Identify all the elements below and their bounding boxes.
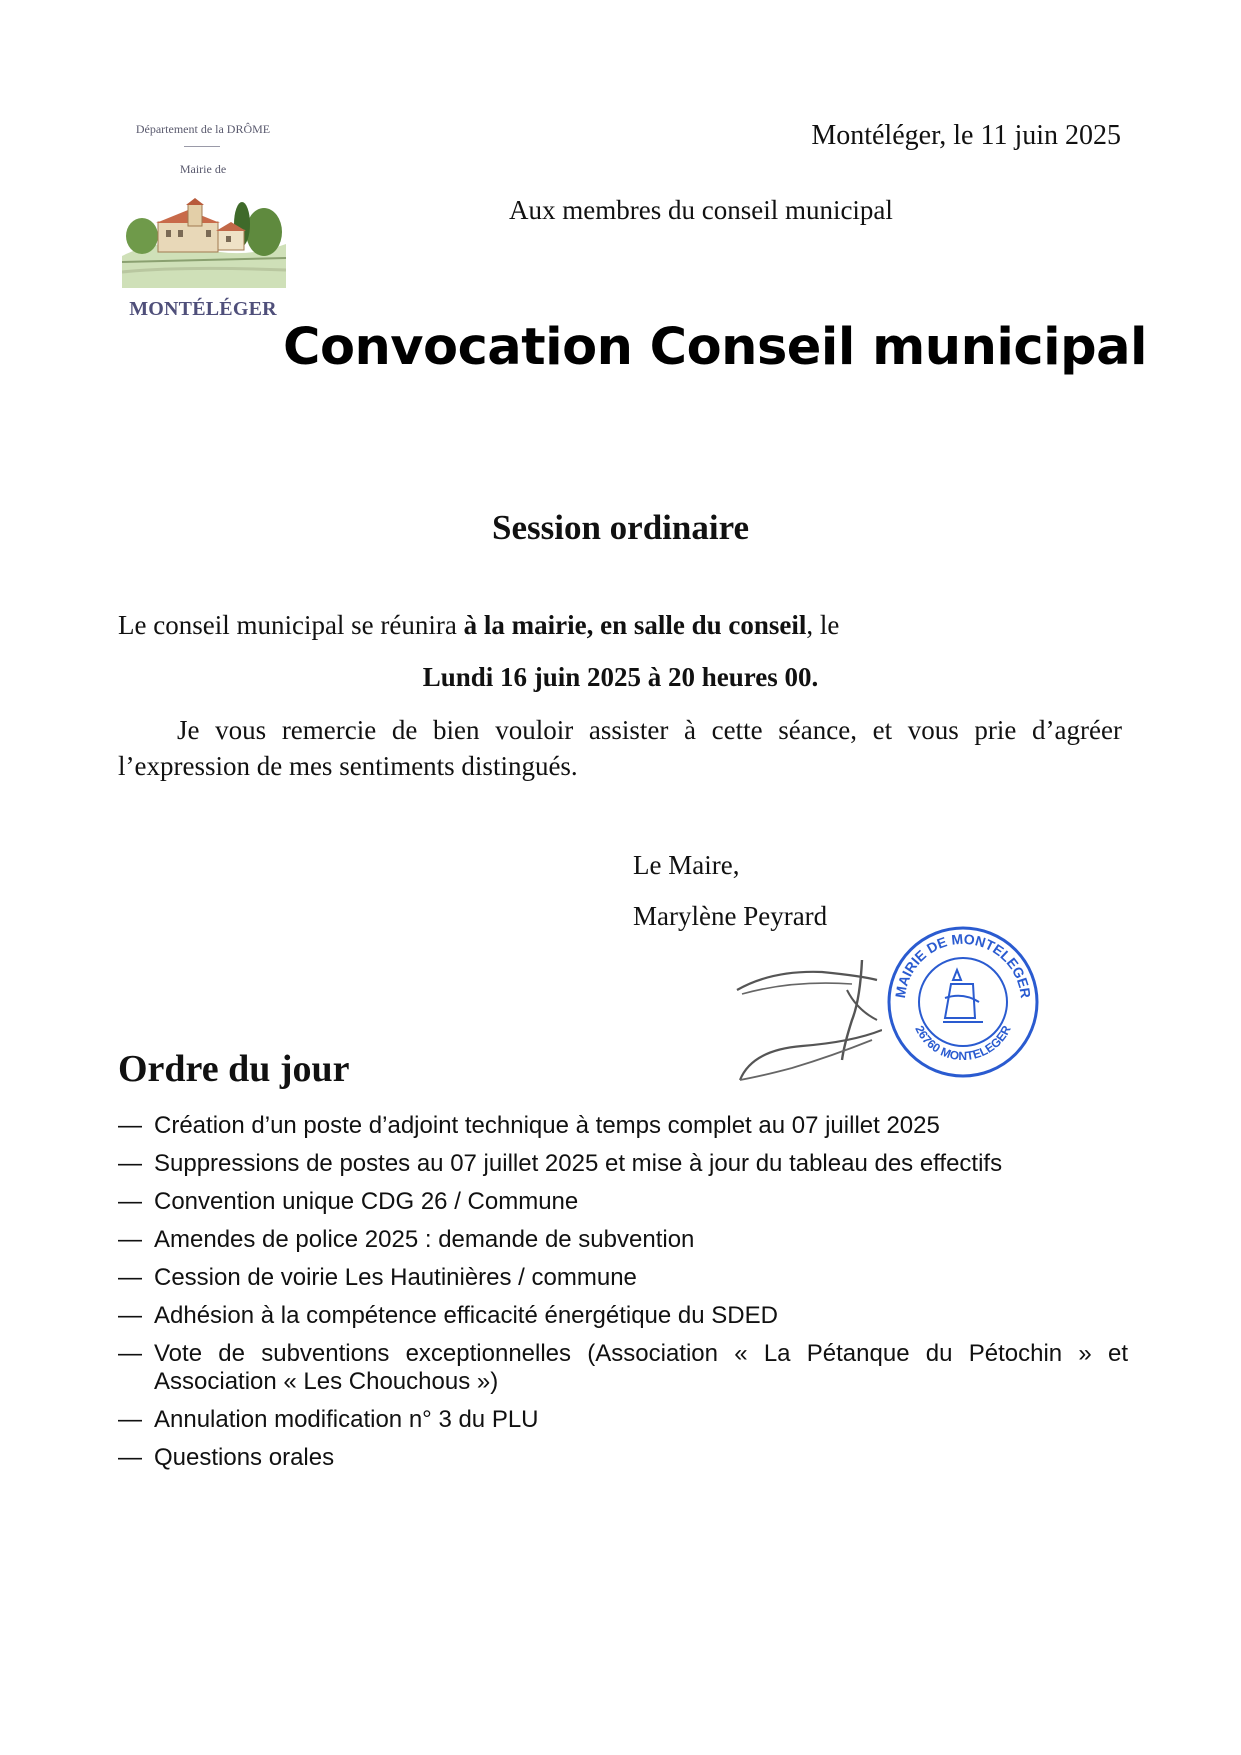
agenda-item-text: Cession de voirie Les Hautinières / commune [154, 1264, 637, 1291]
agenda-item [118, 1226, 1128, 1254]
dash-bullet: — [118, 1150, 142, 1177]
dash-bullet: — [118, 1302, 142, 1329]
recipients: Aux membres du conseil municipal [509, 195, 893, 225]
dash-bullet: — [118, 1226, 142, 1253]
agenda-item-text: Adhésion à la compétence efficacité énergétique du SDED [154, 1302, 778, 1329]
agenda-item [118, 1444, 1128, 1472]
agenda-list [118, 1112, 1128, 1482]
agenda-item-text: Création d’un poste d’adjoint technique à temps complet au 07 juillet 2025 [154, 1112, 940, 1139]
agenda-item [118, 1112, 1128, 1140]
agenda-item-text: Suppressions de postes au 07 juillet 2025 et mise à jour du tableau des effectifs [154, 1150, 1003, 1177]
svg-text:MAIRIE DE MONTELEGER: MAIRIE DE MONTELEGER [891, 930, 1034, 1000]
intro-text: Le conseil municipal se réunira [118, 610, 464, 640]
signatory-role: Le Maire, [633, 850, 740, 880]
meeting-date: Lundi 16 juin 2025 à 20 heures 00. [422, 662, 819, 692]
dash-bullet: — [118, 1188, 142, 1215]
closing-paragraph: Je vous remercie de bien vouloir assister à cette séance, et vous prie d’agréer l’expression de mes sentiments distingués. [118, 715, 1122, 781]
handwritten-signature-icon [732, 950, 882, 1090]
agenda-item-text: Questions orales [154, 1444, 335, 1471]
agenda-item-text: Convention unique CDG 26 / Commune [154, 1188, 579, 1215]
agenda-item-text: Vote de subventions exceptionnelles (Association « La Pétanque du Pétochin » et Association « Les Chouchous ») [154, 1340, 1128, 1395]
agenda-item [118, 1340, 1128, 1396]
intro-end: , le [806, 610, 840, 640]
town-name: MONTÉLÉGER [129, 298, 277, 320]
intro-location: à la mairie, en salle du conseil [463, 610, 807, 640]
page-title: Convocation Conseil municipal [283, 318, 1147, 377]
official-seal-stamp [883, 922, 1043, 1082]
mairie-label: Mairie de [179, 162, 227, 176]
agenda-heading: Ordre du jour [118, 1048, 350, 1090]
agenda-item [118, 1302, 1128, 1330]
dash-bullet: — [118, 1340, 142, 1367]
dash-bullet: — [118, 1444, 142, 1471]
agenda-item [118, 1188, 1128, 1216]
place-date: Montéléger, le 11 juin 2025 [811, 120, 1121, 151]
logo-divider [184, 146, 220, 147]
dash-bullet: — [118, 1112, 142, 1139]
agenda-item [118, 1264, 1128, 1292]
village-illustration-icon [122, 196, 286, 288]
agenda-item [118, 1150, 1128, 1178]
signatory-name: Marylène Peyrard [633, 901, 828, 931]
agenda-item [118, 1406, 1128, 1434]
svg-text:26760 MONTELEGER: 26760 MONTELEGER [912, 1023, 1014, 1064]
agenda-item-text: Amendes de police 2025 : demande de subvention [154, 1226, 695, 1253]
session-heading: Session ordinaire [491, 508, 750, 547]
dash-bullet: — [118, 1264, 142, 1291]
dash-bullet: — [118, 1406, 142, 1433]
agenda-item-text: Annulation modification n° 3 du PLU [154, 1406, 539, 1433]
meeting-location-paragraph [118, 610, 839, 641]
department-label: Département de la DRÔME [135, 122, 271, 136]
